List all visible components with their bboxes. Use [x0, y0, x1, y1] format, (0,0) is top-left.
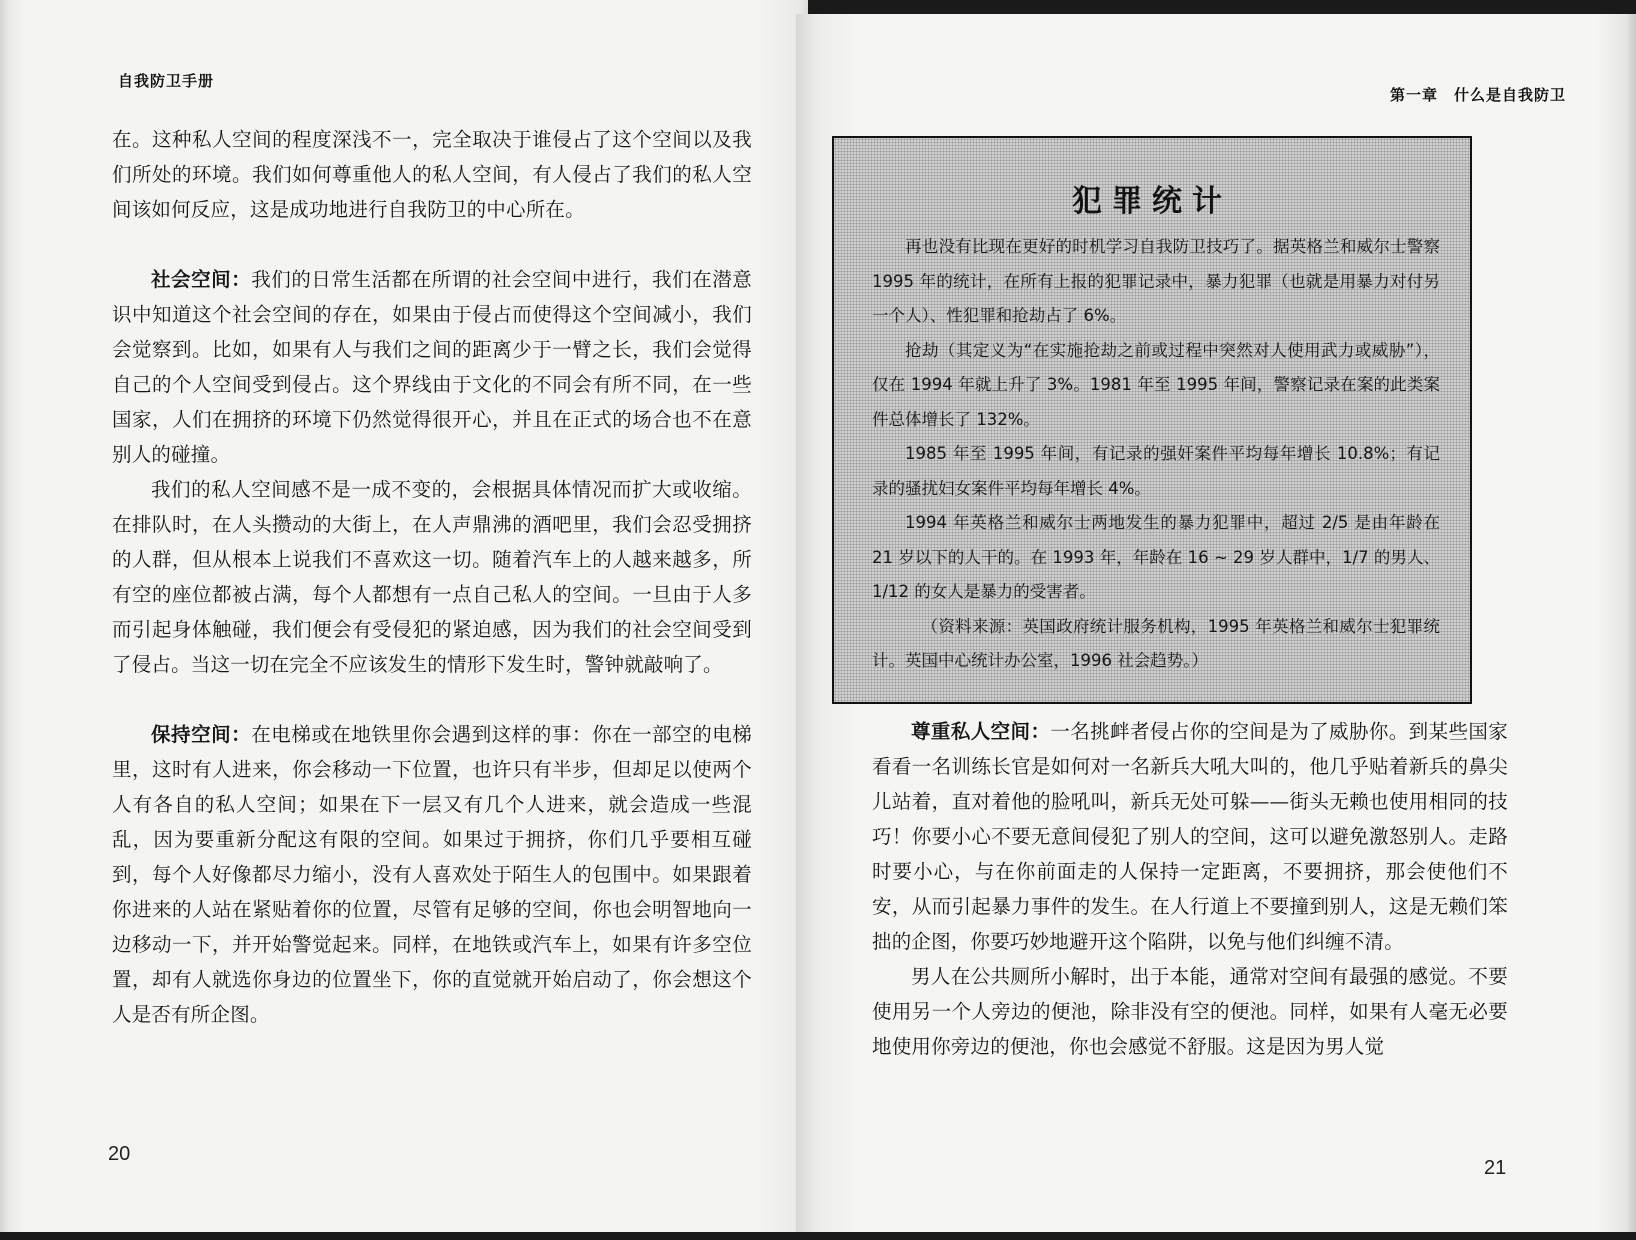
- paragraph: [872, 714, 1508, 959]
- page-number-left: 20: [108, 1143, 131, 1165]
- right-body: [872, 714, 1508, 1064]
- paragraph-text: 我们的日常生活都在所谓的社会空间中进行，我们在潜意识中知道这个社会空间的存在，如果由于侵占而使得这个空间减小，我们会觉察到。比如，如果有人与我们之间的距离少于一臂之长，我们会觉得自己的个人空间受到侵占。这个界线由于文化的不同会有所不同，在一些国家，人们在拥挤的环境下仍然觉得很开心，并且在正式的场合也不在意别人的碰撞。: [112, 268, 752, 466]
- box-paragraph: 再也没有比现在更好的时机学习自我防卫技巧了。据英格兰和威尔士警察 1995 年的统计，在所有上报的犯罪记录中，暴力犯罪（也就是用暴力对付另一个人）、性犯罪和抢劫占了 6%。: [872, 237, 1440, 325]
- paragraph: [112, 262, 752, 472]
- paragraph-text: 我们的私人空间感不是一成不变的，会根据具体情况而扩大或收缩。在排队时，在人头攒动的大街上，在人声鼎沸的酒吧里，我们会忍受拥挤的人群，但从根本上说我们不喜欢这一切。随着汽车上的人越来越多，所有空的座位都被占满，每个人都想有一点自己私人的空间。一旦由于人多而引起身体触碰，我们便会有受侵犯的紧迫感，因为我们的社会空间受到了侵占。当这一切在完全不应该发生的情形下发生时，警钟就敲响了。: [112, 478, 752, 676]
- right-page: [796, 14, 1636, 1232]
- box-paragraph: 1985 年至 1995 年间，有记录的强奸案件平均每年增长 10.8%；有记录的骚扰妇女案件平均每年增长 4%。: [872, 444, 1440, 498]
- box-title: 犯罪统计: [1072, 184, 1232, 219]
- paragraph: [112, 122, 752, 227]
- box-paragraph: 1994 年英格兰和威尔士两地发生的暴力犯罪中，超过 2/5 是由年龄在 21 岁以下的人干的。在 1993 年，年龄在 16 ~ 29 岁人群中，1/7 的男人、1/12 的女人是暴力的受害者。: [872, 513, 1440, 601]
- paragraph-lead: 保持空间：: [151, 723, 252, 746]
- crime-statistics-box: [832, 136, 1472, 704]
- running-header-right: 第一章 什么是自我防卫: [1389, 86, 1566, 104]
- paragraph-text: 在。这种私人空间的程度深浅不一，完全取决于谁侵占了这个空间以及我们所处的环境。我们如何尊重他人的私人空间，有人侵占了我们的私人空间该如何反应，这是成功地进行自我防卫的中心所在。: [112, 128, 752, 221]
- box-source: （资料来源：英国政府统计服务机构，1995 年英格兰和威尔士犯罪统计。英国中心统计办公室，1996 社会趋势。）: [872, 616, 1440, 670]
- box-paragraph: 抢劫（其定义为“在实施抢劫之前或过程中突然对人使用武力或威胁”），仅在 1994 年就上升了 3%。1981 年至 1995 年间，警察记录在案的此类案件总体增长了 132%。: [872, 340, 1440, 429]
- paragraph: [112, 472, 752, 682]
- page-number-right: 21: [1484, 1157, 1507, 1179]
- paragraph: [112, 717, 752, 1032]
- paragraph: [872, 959, 1508, 1064]
- paragraph-text: 在电梯或在地铁里你会遇到这样的事：你在一部空的电梯里，这时有人进来，你会移动一下位置，也许只有半步，但却足以使两个人有各自的私人空间；如果在下一层又有几个人进来，就会造成一些混乱，因为要重新分配这有限的空间。如果过于拥挤，你们几乎要相互碰到，每个人好像都尽力缩小，没有人喜欢处于陌生人的包围中。如果跟着你进来的人站在紧贴着你的位置，尽管有足够的空间，你也会明智地向一边移动一下，并开始警觉起来。同样，在地铁或汽车上，如果有许多空位置，却有人就选你身边的位置坐下，你的直觉就开始启动了，你会想这个人是否有所企图。: [112, 723, 752, 1026]
- paragraph-lead: 社会空间：: [151, 268, 252, 291]
- paragraph-lead: 尊重私人空间：: [911, 720, 1051, 743]
- paragraph-text: 男人在公共厕所小解时，出于本能，通常对空间有最强的感觉。不要使用另一个人旁边的便池，除非没有空的便池。同样，如果有人毫无必要地使用你旁边的便池，你也会感觉不舒服。这是因为男人觉: [872, 965, 1508, 1058]
- left-body: [112, 122, 752, 1032]
- paragraph-text: 一名挑衅者侵占你的空间是为了威胁你。到某些国家看看一名训练长官是如何对一名新兵大吼大叫的，他几乎贴着新兵的鼻尖儿站着，直对着他的脸吼叫，新兵无处可躲——街头无赖也使用相同的技巧！你要小心不要无意间侵犯了别人的空间，这可以避免激怒别人。走路时要小心，与在你前面走的人保持一定距离，不要拥挤，那会使他们不安，从而引起暴力事件的发生。在人行道上不要撞到别人，这是无赖们笨拙的企图，你要巧妙地避开这个陷阱，以免与他们纠缠不清。: [872, 720, 1508, 953]
- box-body: [872, 230, 1440, 679]
- running-header-left: 自我防卫手册: [118, 72, 215, 90]
- left-page: [0, 0, 808, 1232]
